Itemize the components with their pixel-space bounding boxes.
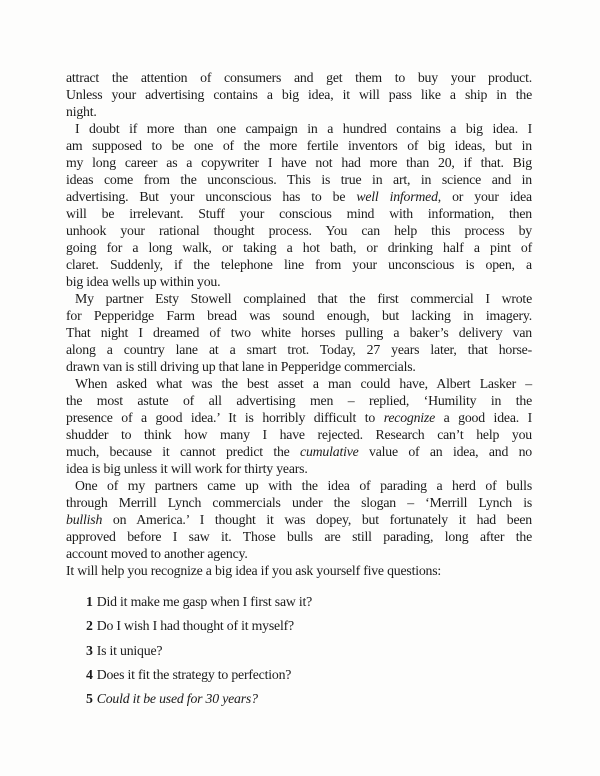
question-item [86,690,532,707]
text-line: going for a long walk, or taking a hot bath, or drinking half a pint of [66,240,532,255]
question-text: Does it fit the strategy to perfection? [96,666,292,682]
text-line: big idea wells up within you. [66,274,221,289]
question-item [86,666,532,683]
paragraph [66,120,532,290]
paragraph [66,69,532,120]
text-line: account moved to another agency. [66,546,248,561]
text-line: drawn van is still driving up that lane in Pepperidge commercials. [66,359,416,374]
text-line: the most astute of all advertising men – replied, ‘Humility in the [66,393,532,408]
question-number: 3 [86,642,93,658]
text-line: night. [66,104,97,119]
text-line: am supposed to be one of the more fertile inventors of big ideas, but in [66,138,532,153]
paragraph [66,290,532,375]
text-line: will be irrelevant. Stuff your conscious mind with information, then [66,206,532,221]
text-line: That night I dreamed of two white horses pulling a baker’s delivery van [66,325,532,340]
question-item [86,593,532,610]
question-number: 5 [86,691,93,707]
text-line: claret. Suddenly, if the telephone line from your unconscious is open, a [66,257,532,272]
question-text: Is it unique? [96,642,163,658]
question-item [86,642,532,659]
question-list [66,593,532,707]
text-line: approved before I saw it. Those bulls are still parading, long after the [66,529,532,544]
question-number: 2 [86,618,93,634]
body-text [66,69,532,579]
text-line: advertising. But your unconscious has to be well informed, or your idea [66,189,532,204]
question-number: 1 [86,594,93,609]
italic-text: bullish [66,512,103,527]
question-item [86,617,532,634]
text-line: unhook your rational thought process. You can help this process by [66,223,532,238]
text-line: When asked what was the best asset a man could have, Albert Lasker – [75,376,532,391]
paragraph [66,562,532,579]
italic-text: cumulative [300,444,359,459]
question-number: 4 [86,666,93,682]
text-line: Unless your advertising contains a big idea, it will pass like a ship in the [66,87,532,102]
text-line: bullish on America.’ I thought it was dopey, but fortunately it had been [66,512,532,527]
paragraph [66,477,532,562]
text-line: It will help you recognize a big idea if you ask yourself five questions: [66,563,442,578]
question-text: Could it be used for 30 years? [96,691,258,707]
text-line: attract the attention of consumers and get them to buy your product. [66,70,532,85]
question-text: Did it make me gasp when I first saw it? [96,594,313,609]
italic-text: well informed [356,189,438,204]
text-line: I doubt if more than one campaign in a hundred contains a big idea. I [75,121,532,136]
text-line: One of my partners came up with the idea of parading a herd of bulls [75,478,532,493]
paragraph [66,375,532,477]
text-line: along a country lane at a smart trot. Today, 27 years later, that horse- [66,342,532,357]
italic-text: recognize [383,410,436,425]
page [66,69,532,714]
text-line: shudder to think how many I have rejected. Research can’t help you [66,427,532,442]
text-line: idea is big unless it will work for thirty years. [66,461,308,476]
text-line: ideas come from the unconscious. This is true in art, in science and in [66,172,532,187]
text-line: through Merrill Lynch commercials under the slogan – ‘Merrill Lynch is [66,495,532,510]
text-line: My partner Esty Stowell complained that the first commercial I wrote [75,291,532,306]
question-text: Do I wish I had thought of it myself? [96,618,294,634]
text-line: for Pepperidge Farm bread was sound enough, but lacking in imagery. [66,308,532,323]
text-line: my long career as a copywriter I have not had more than 20, if that. Big [66,155,532,170]
text-line: presence of a good idea.’ It is horribly difficult to recognize a good idea. I [66,410,532,425]
text-line: much, because it cannot predict the cumulative value of an idea, and no [66,444,532,459]
